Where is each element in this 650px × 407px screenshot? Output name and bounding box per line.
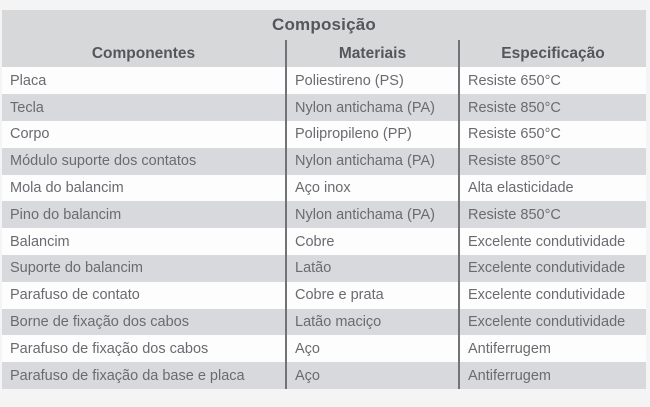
material-cell: Aço inox bbox=[285, 175, 458, 202]
table-row bbox=[2, 148, 646, 175]
table-title: Composição bbox=[2, 10, 646, 40]
component-cell: Pino do balancim bbox=[10, 206, 122, 223]
table-row bbox=[2, 335, 646, 362]
material-cell: Cobre e prata bbox=[285, 282, 458, 309]
component-cell: Parafuso de fixação da base e placa bbox=[10, 367, 245, 384]
spec-cell: Excelente condutividade bbox=[458, 309, 646, 336]
component-cell: Placa bbox=[10, 72, 47, 89]
table-row bbox=[2, 309, 646, 336]
material-cell: Nylon antichama (PA) bbox=[285, 148, 458, 175]
spec-cell: Excelente condutividade bbox=[458, 255, 646, 282]
table-row bbox=[2, 121, 646, 148]
component-cell: Parafuso de fixação dos cabos bbox=[10, 340, 209, 357]
spec-cell: Resiste 850°C bbox=[458, 94, 646, 121]
spec-cell: Resiste 650°C bbox=[458, 121, 646, 148]
column-header-especificacao: Especificação bbox=[458, 40, 646, 67]
spec-cell: Excelente condutividade bbox=[458, 228, 646, 255]
composition-table bbox=[2, 10, 646, 389]
table-column-header-row bbox=[2, 40, 646, 67]
spec-cell: Alta elasticidade bbox=[458, 175, 646, 202]
component-cell: Borne de fixação dos cabos bbox=[10, 313, 189, 330]
material-cell: Cobre bbox=[285, 228, 458, 255]
table-row bbox=[2, 255, 646, 282]
table-row bbox=[2, 282, 646, 309]
table-row bbox=[2, 175, 646, 202]
material-cell: Aço bbox=[285, 335, 458, 362]
column-header-materiais: Materiais bbox=[285, 40, 458, 67]
component-cell: Módulo suporte dos contatos bbox=[10, 153, 197, 170]
material-cell: Polipropileno (PP) bbox=[285, 121, 458, 148]
material-cell: Latão maciço bbox=[285, 309, 458, 336]
spec-cell: Resiste 850°C bbox=[458, 148, 646, 175]
spec-cell: Excelente condutividade bbox=[458, 282, 646, 309]
component-cell: Parafuso de contato bbox=[10, 287, 140, 304]
table-row bbox=[2, 67, 646, 94]
table-row bbox=[2, 228, 646, 255]
component-cell: Tecla bbox=[10, 99, 44, 116]
spec-cell: Antiferrugem bbox=[458, 335, 646, 362]
component-cell: Mola do balancim bbox=[10, 179, 124, 196]
spec-cell: Resiste 650°C bbox=[458, 67, 646, 94]
spec-cell: Resiste 850°C bbox=[458, 201, 646, 228]
spec-cell: Antiferrugem bbox=[458, 362, 646, 389]
material-cell: Nylon antichama (PA) bbox=[285, 201, 458, 228]
table-row bbox=[2, 94, 646, 121]
component-cell: Balancim bbox=[10, 233, 70, 250]
material-cell: Aço bbox=[285, 362, 458, 389]
material-cell: Poliestireno (PS) bbox=[285, 67, 458, 94]
component-cell: Corpo bbox=[10, 126, 50, 143]
column-header-componentes: Componentes bbox=[91, 44, 196, 62]
table-row bbox=[2, 201, 646, 228]
material-cell: Latão bbox=[285, 255, 458, 282]
component-cell: Suporte do balancim bbox=[10, 260, 143, 277]
material-cell: Nylon antichama (PA) bbox=[285, 94, 458, 121]
table-row bbox=[2, 362, 646, 389]
